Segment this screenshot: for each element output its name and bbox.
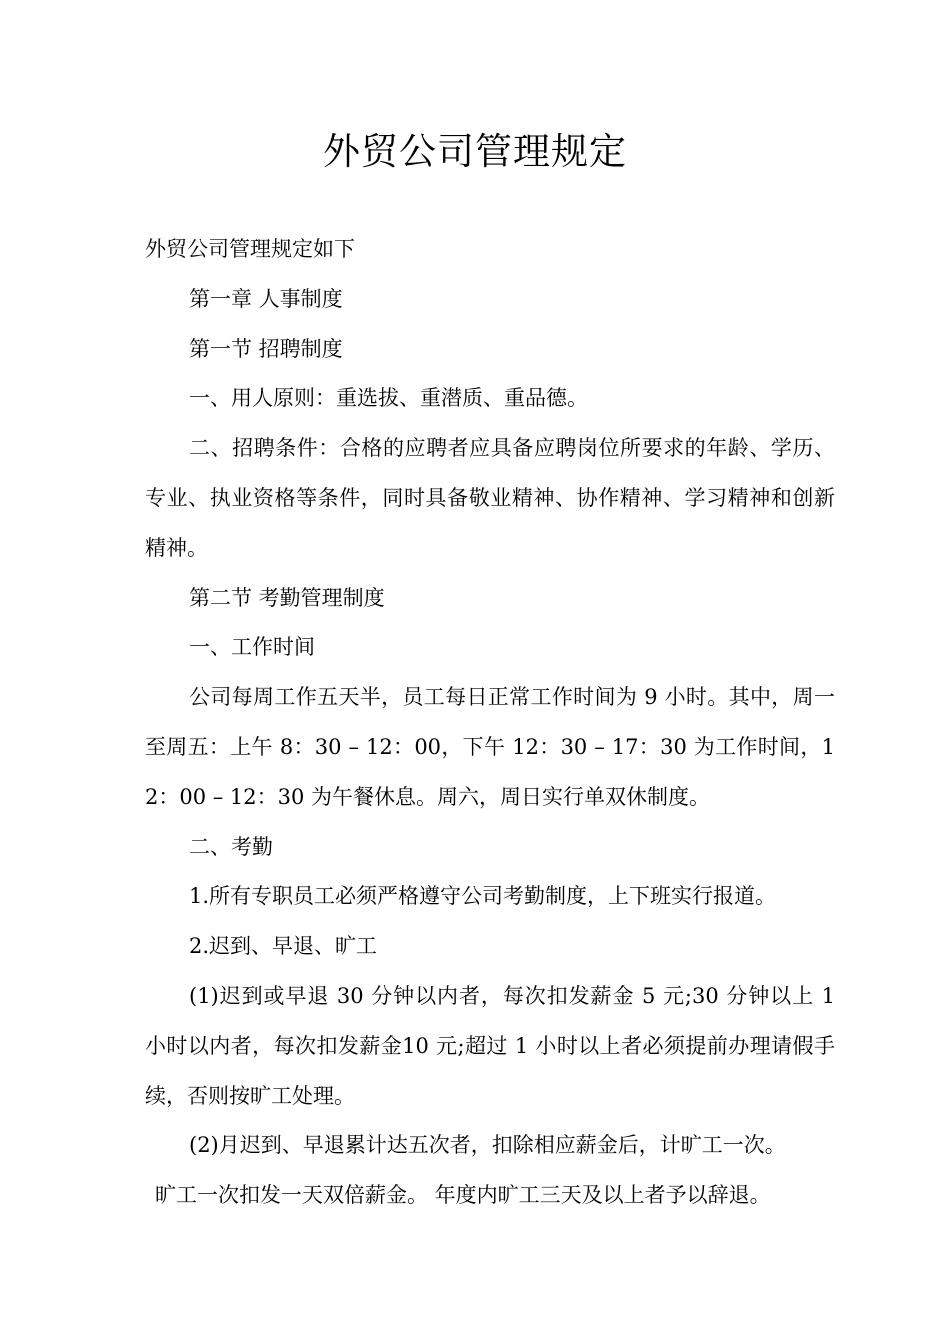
paragraph-rule-2-2: (2)月迟到、早退累计达五次者，扣除相应薪金后，计旷工一次。 xyxy=(189,1133,786,1158)
paragraph-rule-2-2-cont: 旷工一次扣发一天双倍薪金。 年度内旷工三天及以上者予以辞退。 xyxy=(155,1183,771,1208)
subheading-attendance: 二、考勤 xyxy=(189,834,273,859)
section-heading-attendance: 第二节 考勤管理制度 xyxy=(189,585,385,610)
subheading-work-time: 一、工作时间 xyxy=(189,635,315,660)
paragraph-rule-2-1: (1)迟到或早退 30 分钟以内者，每次扣发薪金 5 元;30 分钟以上 1 小时以内者，每次扣发薪金10 元;超过 1 小时以上者必须提前办理请假手续，否则按旷工处理。 xyxy=(145,983,835,1108)
paragraph-work-time: 公司每周工作五天半，员工每日正常工作时间为 9 小时。其中，周一至周五：上午 8：30 – 12：00，下午 12：30 – 17：30 为工作时间，12：00 – 12：30 为午餐休息。周六，周日实行单双休制度。 xyxy=(145,685,835,809)
paragraph-intro: 外贸公司管理规定如下 xyxy=(145,237,355,261)
section-heading-recruitment: 第一节 招聘制度 xyxy=(189,336,343,361)
chapter-heading: 第一章 人事制度 xyxy=(189,286,343,311)
document-body xyxy=(145,225,835,1221)
paragraph-rule-1: 1.所有专职员工必须严格遵守公司考勤制度，上下班实行报道。 xyxy=(189,884,777,909)
paragraph-principle: 一、用人原则：重选拔、重潜质、重品德。 xyxy=(189,386,588,411)
document-title: 外贸公司管理规定 xyxy=(323,130,627,173)
paragraph-rule-2: 2.迟到、早退、旷工 xyxy=(189,934,378,959)
paragraph-conditions: 二、招聘条件：合格的应聘者应具备应聘岗位所要求的年龄、学历、专业、执业资格等条件，同时具备敬业精神、协作精神、学习精神和创新精神。 xyxy=(145,436,835,560)
